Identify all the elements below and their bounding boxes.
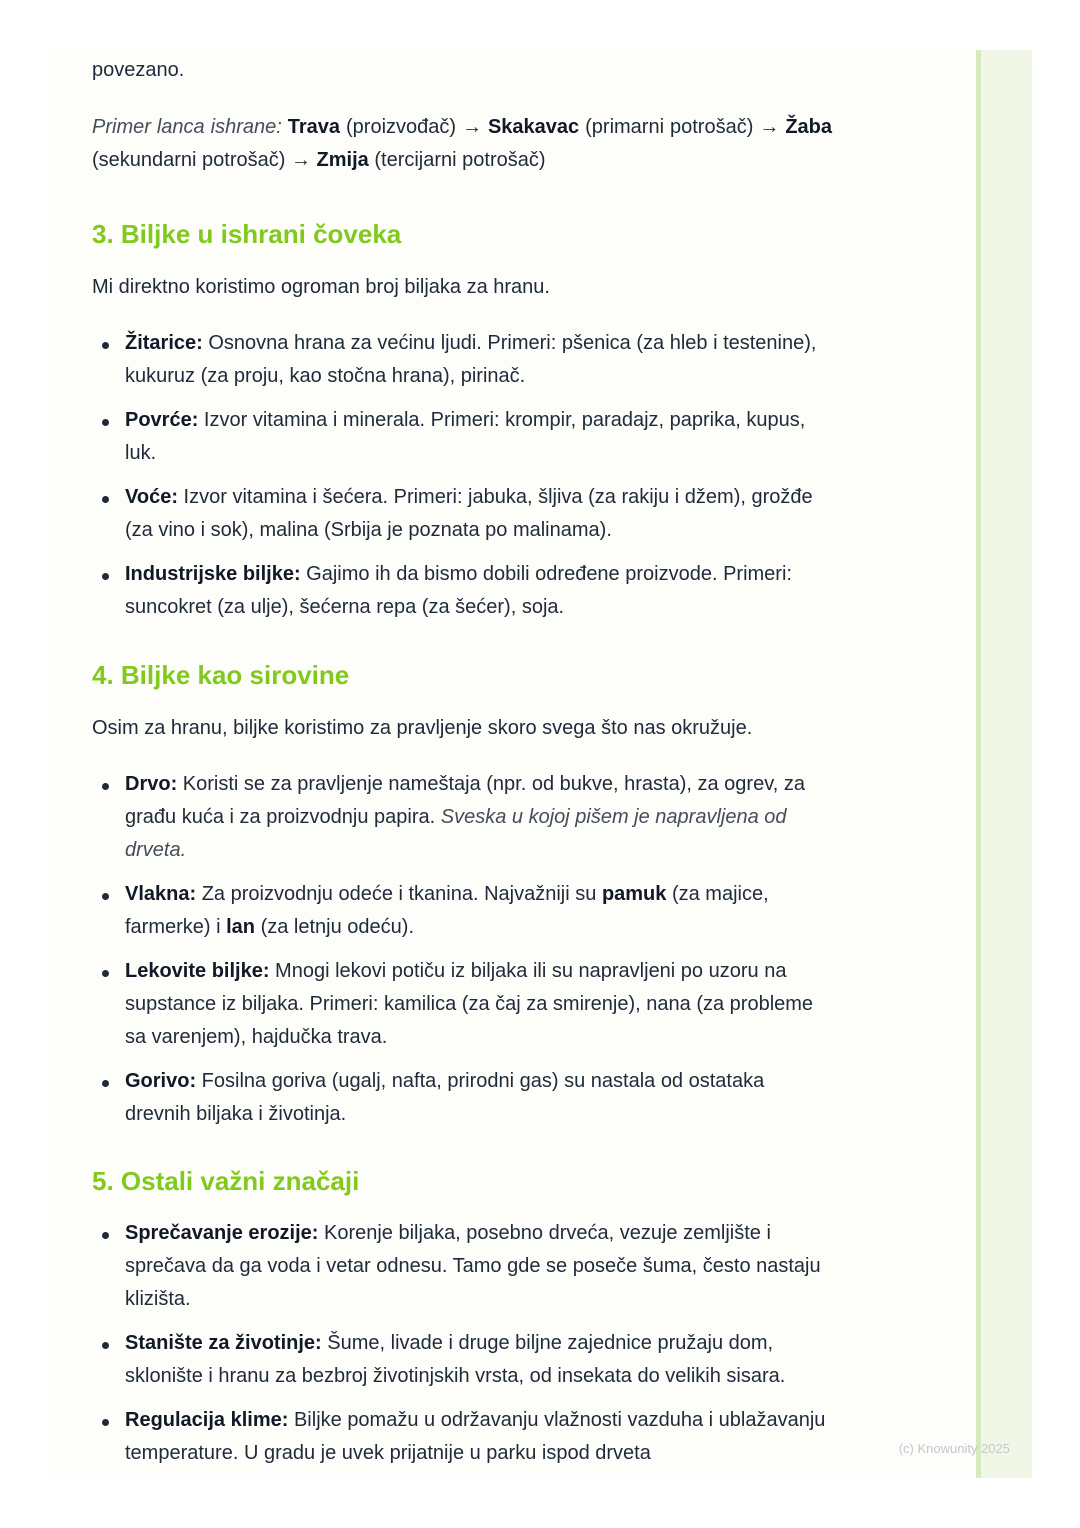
section-4-intro: Osim za hranu, biljke koristimo za pravljenje skoro svega što nas okružuje. [92, 717, 753, 739]
chain-step-3: Žaba [785, 116, 832, 138]
sidebar-strip [976, 50, 1032, 1478]
item-text: (za majice, farmerke) i [125, 883, 769, 938]
section-5-list [92, 1217, 832, 1478]
list-item [92, 481, 832, 547]
item-text: (za letnju odeću). [255, 916, 415, 938]
item-text: Fosilna goriva (ugalj, nafta, prirodni gas) su nastala od ostataka drevnih biljaka i životinja. [125, 1070, 765, 1125]
item-text: Izvor vitamina i šećera. Primeri: jabuka, šljiva (za rakiju i džem), grožđe (za vino i sok), malina (Srbija je poznata po malinama). [125, 486, 813, 541]
item-term: Industrijske biljke: [125, 563, 301, 585]
list-item [92, 1404, 832, 1470]
list-item [92, 768, 832, 867]
item-term: Stanište za životinje: [125, 1332, 322, 1354]
item-term: Sprečavanje erozije: [125, 1222, 319, 1244]
item-term: Gorivo: [125, 1070, 197, 1092]
item-text: Gajimo ih da bismo dobili određene proizvode. Primeri: suncokret (za ulje), šećerna repa (za šećer), soja. [125, 563, 792, 618]
item-text: Mnogi lekovi potiču iz biljaka ili su napravljeni po uzoru na supstance iz biljaka. Primeri: kamilica (za čaj za smirenje), nana (za probleme sa varenjem), hajdučka trava. [125, 960, 814, 1048]
chain-step-2: Skakavac [487, 116, 580, 138]
item-term: Lekovite biljke: [125, 960, 270, 982]
item-text: Koristi se za pravljenje nameštaja (npr. od bukve, hrasta), za ogrev, za građu kuća i za proizvodnju papira. [125, 773, 805, 828]
section-3-heading: 3. Biljke u ishrani čoveka [92, 219, 402, 249]
item-text: Osnovna hrana za većinu ljudi. Primeri: pšenica (za hleb i testenine), kukuruz (za proju, kao stočna hrana), pirinač. [125, 332, 817, 387]
item-italic-note: Sveska u kojoj pišem je napravljena od drveta. [125, 806, 787, 861]
chain-step-1: Trava [287, 116, 341, 138]
item-text: Za proizvodnju odeće i tkanina. Najvažniji su [196, 883, 602, 905]
chain-step-4: Zmija [316, 149, 369, 171]
item-text: Korenje biljaka, posebno drveća, vezuje zemljište i sprečava da ga voda i vetar odnesu. Tamo gde se poseče šuma, često nastaju klizišta. [125, 1222, 821, 1310]
item-term: Žitarice: [125, 332, 203, 354]
section-3-list [92, 327, 832, 635]
list-item [92, 1217, 832, 1316]
item-term: Vlakna: [125, 883, 197, 905]
list-item [92, 327, 832, 393]
section-4-heading: 4. Biljke kao sirovine [92, 660, 350, 690]
list-item [92, 955, 832, 1054]
item-bold: pamuk [601, 883, 667, 905]
chain-step-3-role: (sekundarni potrošač) → [92, 149, 317, 171]
item-term: Voće: [125, 486, 178, 508]
list-item [92, 878, 832, 944]
item-text: Šume, livade i druge biljne zajednice pružaju dom, sklonište i hranu za bezbroj životinjskih vrsta, od insekata do velikih sisara. [125, 1332, 786, 1387]
chain-step-4-role: (tercijarni potrošač) [368, 149, 546, 171]
watermark: (c) Knowunity 2025 [898, 1441, 1010, 1456]
list-item [92, 1327, 832, 1393]
continued-paragraph: povezano. [92, 59, 185, 81]
chain-step-2-role: (primarni potrošač) → [579, 116, 786, 138]
document-page [48, 50, 1032, 1478]
item-term: Drvo: [125, 773, 178, 795]
item-text: Izvor vitamina i minerala. Primeri: krompir, paradajz, paprika, kupus, luk. [125, 409, 806, 464]
item-term: Regulacija klime: [125, 1409, 289, 1431]
list-item [92, 1065, 832, 1131]
item-bold: lan [226, 916, 256, 938]
chain-step-1-role: (proizvođač) → [340, 116, 488, 138]
item-text: Biljke pomažu u održavanju vlažnosti vazduha i ublažavanju temperature. U gradu je uvek prijatnije u parku ispod drveta [125, 1409, 826, 1464]
section-4-list [92, 768, 832, 1142]
item-term: Povrće: [125, 409, 199, 431]
list-item [92, 404, 832, 470]
food-chain-example [92, 111, 832, 177]
chain-intro: Primer lanca ishrane: [92, 116, 282, 138]
section-5-heading: 5. Ostali važni značaji [92, 1166, 360, 1196]
sidebar-divider [976, 50, 981, 1478]
section-3-intro: Mi direktno koristimo ogroman broj biljaka za hranu. [92, 276, 550, 298]
list-item [92, 558, 832, 624]
